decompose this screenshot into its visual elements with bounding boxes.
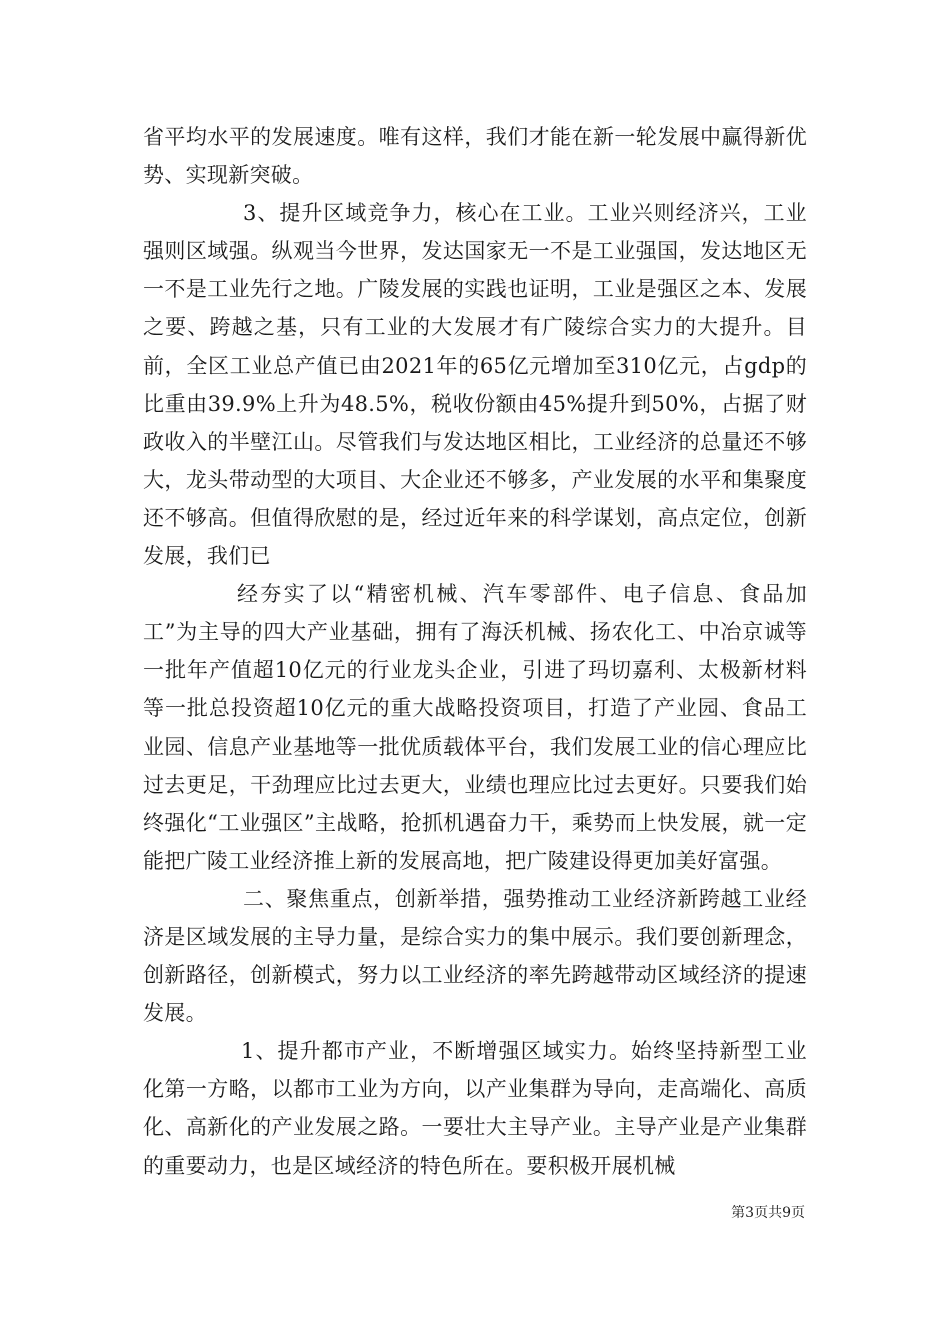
paragraph-section-two: 二、聚焦重点，创新举措，强势推动工业经济新跨越工业经济是区域发展的主导力量，是综合实力的集中展示。我们要创新理念，创新路径，创新模式，努力以工业经济的率先跨越带动区域经济的提速发展。 bbox=[143, 886, 807, 1026]
page-number-footer: 第3页共9页 bbox=[731, 1205, 805, 1221]
paragraph-urban-industry: 1、提升都市产业，不断增强区域实力。始终坚持新型工业化第一方略，以都市工业为方向，以产业集群为导向，走高端化、高质化、高新化的产业发展之路。一要壮大主导产业。主导产业是产业集群的重要动力，也是区域经济的特色所在。要积极开展机械 bbox=[143, 1039, 807, 1178]
paragraph-industry-foundation: 经夯实了以“精密机械、汽车零部件、电子信息、食品加工”为主导的四大产业基础，拥有了海沃机械、扬农化工、中冶京诚等一批年产值超10亿元的行业龙头企业，引进了玛切嘉利、太极新材料等一批总投资超10亿元的重大战略投资项目，打造了产业园、食品工业园、信息产业基地等一批优质载体平台，我们发展工业的信心理应比过去更足，干劲理应比过去更大，业绩也理应比过去更好。只要我们始终强化“工业强区”主战略，抢抓机遇奋力干，乘势而上快发展，就一定能把广陵工业经济推上新的发展高地，把广陵建设得更加美好富强。 bbox=[143, 582, 807, 873]
paragraph-continuation: 省平均水平的发展速度。唯有这样，我们才能在新一轮发展中赢得新优势、实现新突破。 bbox=[143, 125, 807, 188]
paragraph-industry-core: 3、提升区域竞争力，核心在工业。工业兴则经济兴，工业强则区域强。纵观当今世界，发达国家无一不是工业强国，发达地区无一不是工业先行之地。广陵发展的实践也证明，工业是强区之本、发展之要、跨越之基，只有工业的大发展才有广陵综合实力的大提升。目前，全区工业总产值已由2021年的65亿元增加至310亿元，占gdp的比重由39.9%上升为48.5%，税收份额由45%提升到50%，占据了财政收入的半壁江山。尽管我们与发达地区相比，工业经济的总量还不够大，龙头带动型的大项目、大企业还不够多，产业发展的水平和集聚度还不够高。但值得欣慰的是，经过近年来的科学谋划，高点定位，创新发展，我们已 bbox=[143, 201, 807, 569]
document-body bbox=[143, 118, 807, 1185]
